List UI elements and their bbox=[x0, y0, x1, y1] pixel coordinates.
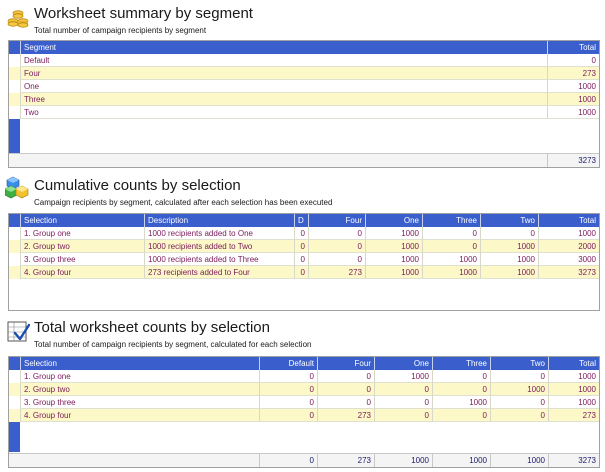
summary-footer-total: 3273 bbox=[547, 154, 599, 167]
col-two[interactable]: Two bbox=[490, 357, 548, 370]
worksheet-subtitle: Total number of campaign recipients by segment, calculated for each selection bbox=[34, 340, 312, 349]
col-one[interactable]: One bbox=[365, 214, 422, 227]
worksheet-header bbox=[9, 357, 599, 370]
table-row[interactable]: 3. Group three 0 0 0 1000 0 1000 bbox=[9, 396, 599, 409]
col-segment[interactable]: Segment bbox=[20, 41, 547, 54]
summary-footer bbox=[9, 153, 599, 167]
table-row[interactable]: 4. Group four 273 recipients added to Four 0 273 1000 1000 1000 3273 bbox=[9, 266, 599, 279]
summary-subtitle: Total number of campaign recipients by segment bbox=[34, 26, 207, 35]
col-three[interactable]: Three bbox=[432, 357, 490, 370]
col-total[interactable]: Total bbox=[538, 214, 599, 227]
table-row[interactable]: Default 0 bbox=[9, 54, 599, 67]
col-two[interactable]: Two bbox=[480, 214, 538, 227]
table-row[interactable]: 2. Group two 0 0 0 0 1000 1000 bbox=[9, 383, 599, 396]
colored-cubes-icon bbox=[5, 175, 29, 199]
table-row[interactable]: Three 1000 bbox=[9, 93, 599, 106]
summary-grid[interactable] bbox=[8, 40, 600, 168]
worksheet-grid[interactable] bbox=[8, 356, 600, 468]
col-selection[interactable]: Selection bbox=[20, 357, 259, 370]
table-row[interactable]: One 1000 bbox=[9, 80, 599, 93]
table-row[interactable]: 1. Group one 1000 recipients added to One 0 0 1000 0 0 1000 bbox=[9, 227, 599, 240]
col-four[interactable]: Four bbox=[317, 357, 374, 370]
worksheet-footer: 0 273 1000 1000 1000 3273 bbox=[9, 453, 599, 467]
table-row[interactable]: Four 273 bbox=[9, 67, 599, 80]
table-row[interactable]: 3. Group three 1000 recipients added to Three 0 0 1000 1000 1000 3000 bbox=[9, 253, 599, 266]
checklist-icon bbox=[6, 319, 30, 343]
summary-header bbox=[9, 41, 599, 54]
col-default[interactable]: Default bbox=[259, 357, 317, 370]
col-three[interactable]: Three bbox=[422, 214, 480, 227]
col-total[interactable]: Total bbox=[548, 357, 599, 370]
col-four[interactable]: Four bbox=[308, 214, 365, 227]
col-description[interactable]: Description bbox=[144, 214, 294, 227]
table-row[interactable]: 1. Group one 0 0 1000 0 0 1000 bbox=[9, 370, 599, 383]
col-total[interactable]: Total bbox=[547, 41, 599, 54]
col-selection[interactable]: Selection bbox=[20, 214, 144, 227]
coins-stack-icon bbox=[6, 7, 30, 31]
cumulative-subtitle: Campaign recipients by segment, calculated after each selection has been executed bbox=[34, 198, 333, 207]
table-row[interactable]: 4. Group four 0 273 0 0 0 273 bbox=[9, 409, 599, 422]
table-row[interactable]: 2. Group two 1000 recipients added to Two 0 0 1000 0 1000 2000 bbox=[9, 240, 599, 253]
col-one[interactable]: One bbox=[374, 357, 432, 370]
col-d[interactable]: D bbox=[294, 214, 308, 227]
worksheet-title: Total worksheet counts by selection bbox=[34, 319, 270, 336]
cumulative-header bbox=[9, 214, 599, 227]
cumulative-grid[interactable] bbox=[8, 213, 600, 311]
cumulative-title: Cumulative counts by selection bbox=[34, 177, 241, 194]
summary-title: Worksheet summary by segment bbox=[34, 5, 253, 22]
table-row[interactable]: Two 1000 bbox=[9, 106, 599, 119]
